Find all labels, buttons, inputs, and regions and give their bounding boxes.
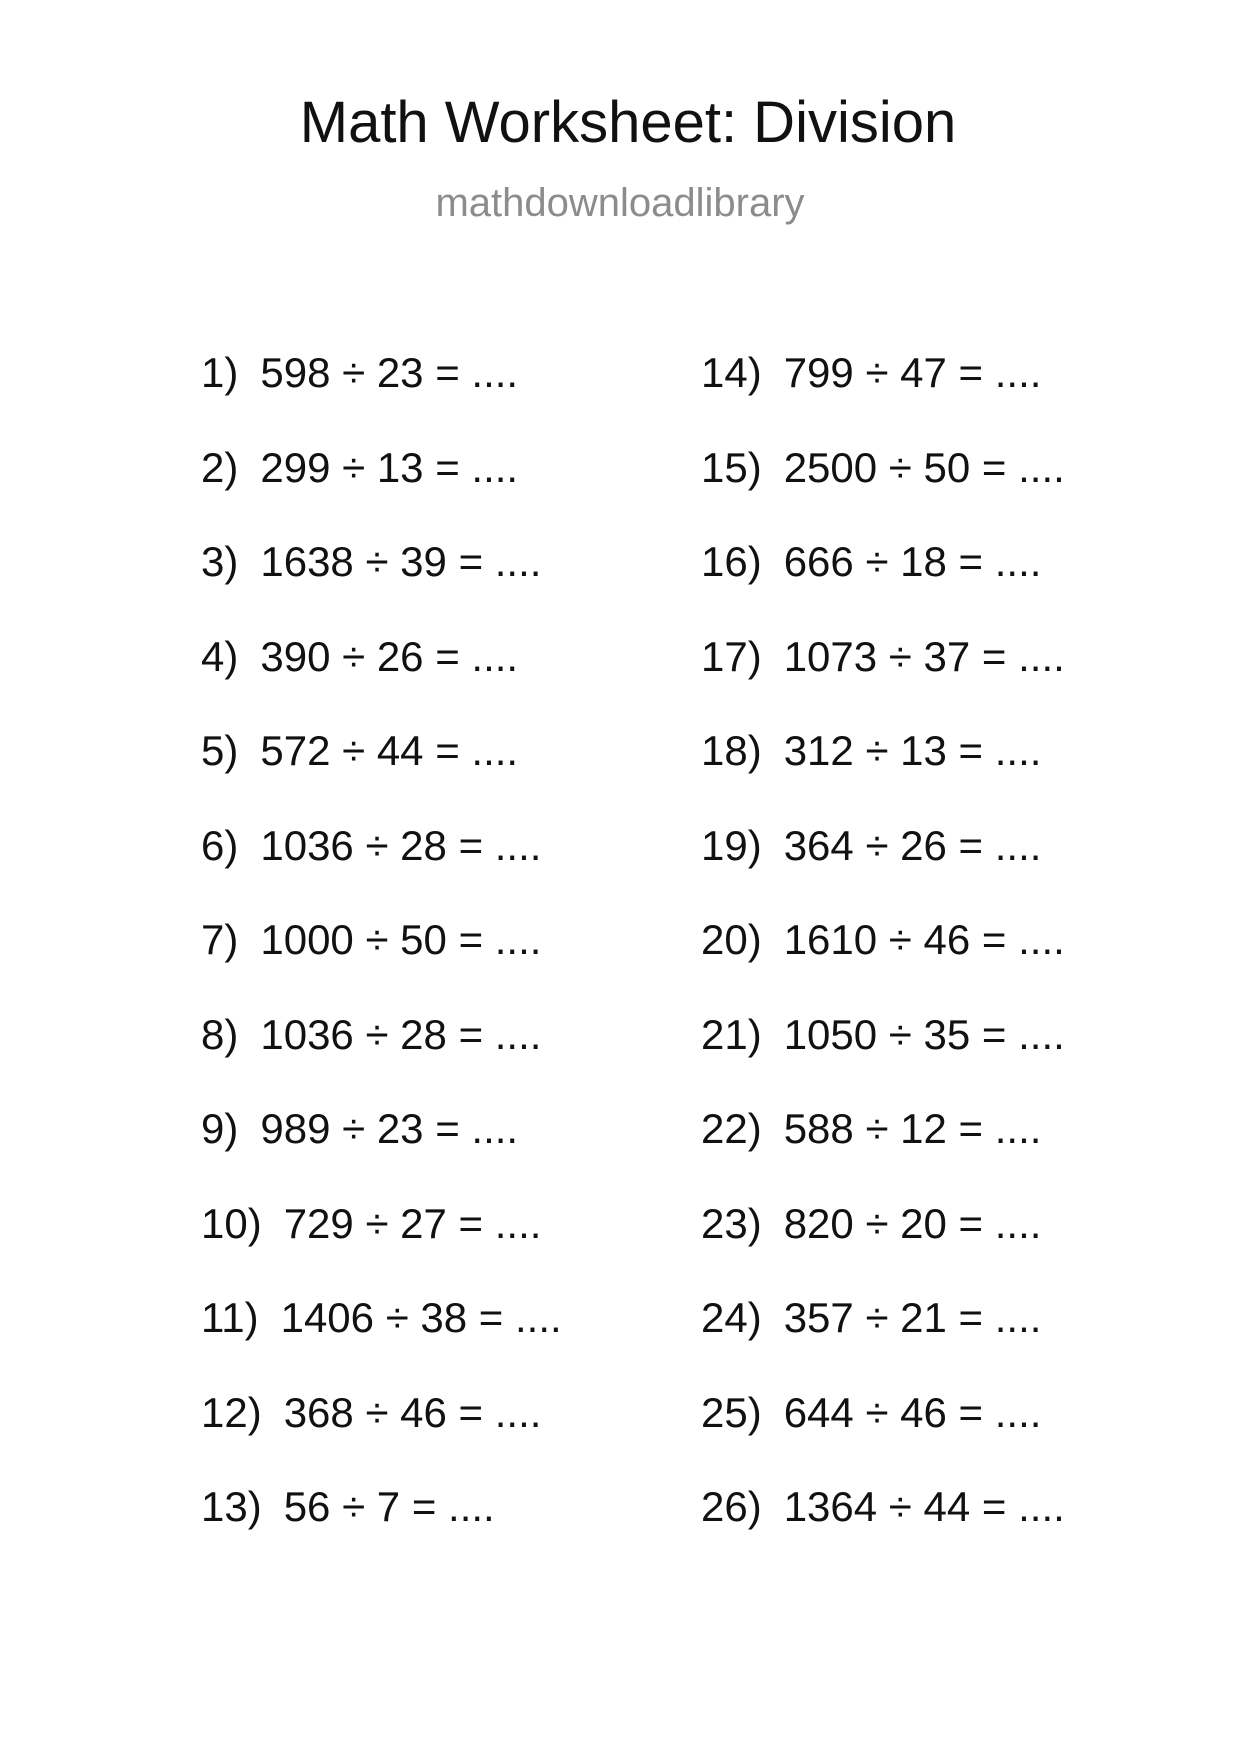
problem-number: 2) [201,443,239,491]
problem-item [201,1010,541,1060]
problem-number: 6) [201,821,239,869]
problem-number: 4) [201,632,239,680]
problem-number: 25) [701,1388,762,1436]
problem-item [701,348,1041,398]
problem-expression: 390 ÷ 26 = .... [260,632,519,680]
problem-number: 20) [701,916,762,963]
problem-number: 5) [201,727,239,774]
problem-item [201,821,541,871]
problem-item [201,348,518,398]
problem-number: 14) [701,349,762,396]
problem-item [701,915,1065,965]
problem-item [701,1388,1041,1438]
problem-expression: 1364 ÷ 44 = .... [783,1483,1065,1530]
problem-expression: 312 ÷ 13 = .... [783,727,1042,774]
problem-number: 16) [701,538,762,585]
problem-expression: 1000 ÷ 50 = .... [260,916,542,963]
problem-item [701,632,1065,682]
problem-expression: 1638 ÷ 39 = .... [260,538,542,585]
problem-item [201,915,541,965]
problem-number: 18) [701,727,762,774]
problem-number: 19) [701,821,762,869]
problem-expression: 2500 ÷ 50 = .... [783,443,1065,491]
problem-number: 21) [701,1010,762,1058]
problem-item [201,443,518,493]
problem-expression: 56 ÷ 7 = .... [283,1483,495,1530]
problem-item [201,632,518,682]
problem-item [701,537,1041,587]
problem-item [201,537,541,587]
problem-expression: 364 ÷ 26 = .... [783,821,1042,869]
problem-item [701,1293,1041,1343]
problem-item [701,1104,1041,1154]
problem-number: 26) [701,1483,762,1530]
problem-item [201,1199,541,1249]
problem-number: 10) [201,1199,262,1247]
problem-item [701,1482,1065,1532]
worksheet-subtitle: mathdownloadlibrary [435,181,805,225]
problem-item [201,1104,518,1154]
problem-number: 24) [701,1294,762,1341]
problem-expression: 989 ÷ 23 = .... [260,1105,519,1152]
problem-expression: 729 ÷ 27 = .... [283,1199,542,1247]
problem-expression: 357 ÷ 21 = .... [783,1294,1042,1341]
problem-expression: 1050 ÷ 35 = .... [783,1010,1065,1058]
problem-expression: 799 ÷ 47 = .... [783,349,1042,396]
problem-item [701,821,1041,871]
problem-expression: 1073 ÷ 37 = .... [783,632,1065,680]
problem-number: 15) [701,443,762,491]
problem-item [201,1293,562,1343]
problem-item [201,1482,495,1532]
problem-expression: 598 ÷ 23 = .... [260,349,519,396]
problem-expression: 572 ÷ 44 = .... [260,727,519,774]
problem-expression: 299 ÷ 13 = .... [260,443,519,491]
problem-expression: 1406 ÷ 38 = .... [280,1294,562,1341]
problem-expression: 1036 ÷ 28 = .... [260,1010,542,1058]
problem-number: 7) [201,916,239,963]
problem-number: 1) [201,349,239,396]
problem-number: 12) [201,1388,262,1436]
problem-item [701,726,1041,776]
problem-expression: 368 ÷ 46 = .... [283,1388,542,1436]
problem-item [701,443,1065,493]
problem-expression: 644 ÷ 46 = .... [783,1388,1042,1436]
worksheet-title: Math Worksheet: Division [299,90,957,155]
problem-expression: 820 ÷ 20 = .... [783,1199,1042,1247]
problem-number: 22) [701,1105,762,1152]
problem-number: 9) [201,1105,239,1152]
problem-number: 17) [701,632,762,680]
problem-number: 11) [201,1294,259,1341]
problem-expression: 1036 ÷ 28 = .... [260,821,542,869]
problem-number: 23) [701,1199,762,1247]
problem-expression: 1610 ÷ 46 = .... [783,916,1065,963]
problem-expression: 588 ÷ 12 = .... [783,1105,1042,1152]
problem-item [701,1010,1065,1060]
problem-number: 3) [201,538,239,585]
problem-item [201,726,518,776]
problem-number: 13) [201,1483,262,1530]
problem-item [201,1388,541,1438]
problem-item [701,1199,1041,1249]
problem-expression: 666 ÷ 18 = .... [783,538,1042,585]
problem-number: 8) [201,1010,239,1058]
